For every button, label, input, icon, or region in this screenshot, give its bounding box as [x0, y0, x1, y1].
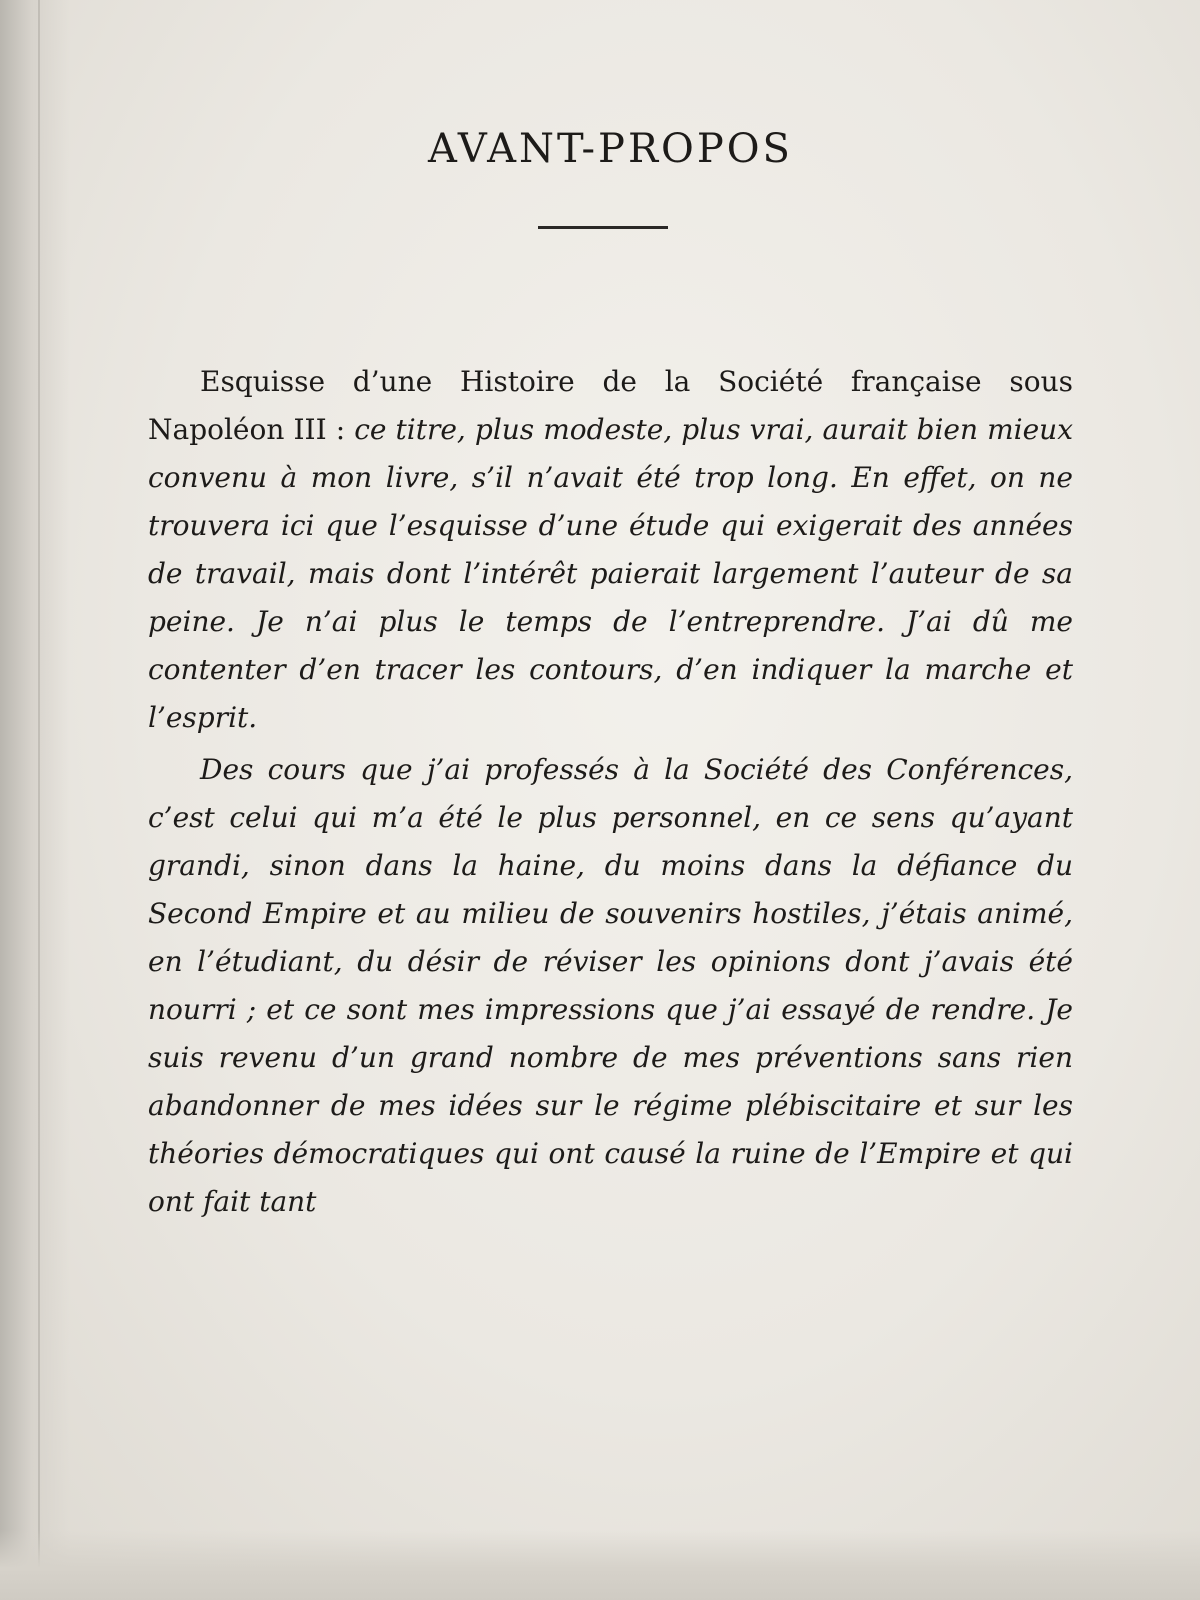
paragraph-2: [148, 746, 1073, 1226]
page-title: AVANT-PROPOS: [428, 126, 793, 172]
page-edge-line: [38, 0, 40, 1600]
page-content: [148, 118, 1073, 1318]
title-underline-rule: [538, 226, 668, 229]
paragraph-1-italic-text: ce titre, plus modeste, plus vrai, aurait bien mieux convenu à mon livre, s’il n’avait été trop long. En effet, on ne trouvera ici que l’esquisse d’une étude qui exigerait des années de travail, mais dont l’intérêt paierait largement l’auteur de sa peine. Je n’ai plus le temps de l’entreprendre. J’ai dû me contenter d’en tracer les contours, d’en indiquer la marche et l’esprit.: [148, 413, 1073, 734]
paragraph-1-roman-text: Esquisse d’une Histoire de la Société française sous Napoléon III :: [148, 365, 1073, 446]
body-text: [148, 358, 1073, 1230]
paragraph-2-italic-text: Des cours que j’ai professés à la Société des Conférences, c’est celui qui m’a été le plus personnel, en ce sens qu’ayant grandi, sinon dans la haine, du moins dans la défiance du Second Empire et au milieu de souvenirs hostiles, j’étais animé, en l’étudiant, du désir de réviser les opinions dont j’avais été nourri ; et ce sont mes impressions que j’ai essayé de rendre. Je suis revenu d’un grand nombre de mes préventions sans rien abandonner de mes idées sur le régime plébiscitaire et sur les théories démocratiques qui ont causé la ruine de l’Empire et qui ont fait tant: [148, 753, 1073, 1218]
lower-page-edge: [0, 1530, 1200, 1600]
binding-shadow: [0, 0, 70, 1600]
paragraph-1: [148, 358, 1073, 742]
